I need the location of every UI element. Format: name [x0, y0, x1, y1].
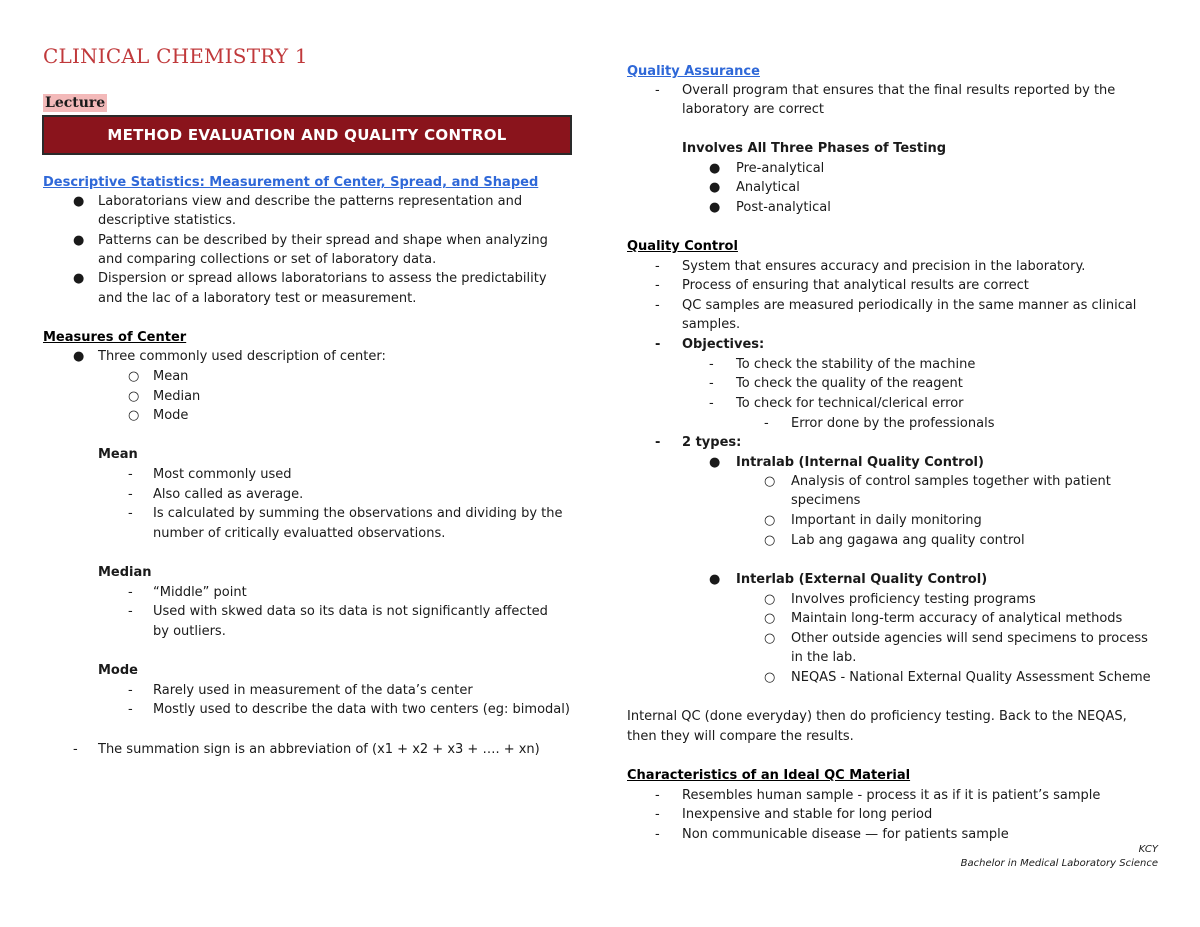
interlab-item-continuation: in the lab.	[791, 650, 857, 665]
dash-icon: -	[655, 259, 660, 274]
dash-icon: -	[128, 683, 133, 698]
ideal-item: Inexpensive and stable for long period	[682, 807, 933, 822]
mean-detail-1: Most commonly used	[153, 467, 292, 482]
intralab-item: Lab ang gagawa ang quality control	[791, 533, 1025, 548]
bullet-icon: ●	[73, 349, 85, 364]
phase-item: Analytical	[736, 180, 800, 195]
phase-item: Post-analytical	[736, 200, 831, 215]
qc-detail-1: System that ensures accuracy and precision in the laboratory.	[682, 259, 1086, 274]
topic-banner-text: METHOD EVALUATION AND QUALITY CONTROL	[107, 126, 507, 144]
ideal-item: Resembles human sample - process it as if it is patient’s sample	[682, 788, 1101, 803]
bullet-icon: ●	[73, 233, 85, 248]
objective-item: To check for technical/clerical error	[736, 396, 964, 411]
dash-icon: -	[128, 585, 133, 600]
mean-title: Mean	[98, 447, 138, 462]
dash-icon: -	[655, 298, 660, 313]
dash-icon: -	[709, 357, 714, 372]
median-detail-1: “Middle” point	[153, 585, 247, 600]
bullet-icon: ●	[709, 572, 721, 587]
mode-detail-2: Mostly used to describe the data with two centers (eg: bimodal)	[153, 702, 570, 717]
footer-program: Bachelor in Medical Laboratory Science	[960, 858, 1158, 869]
intralab-item-continuation: specimens	[791, 493, 861, 508]
phases-title: Involves All Three Phases of Testing	[682, 141, 947, 156]
mean-detail-2: Also called as average.	[153, 487, 304, 502]
median-detail-2-line-1: Used with skwed data so its data is not significantly affected	[153, 604, 548, 619]
quality-control-heading: Quality Control	[627, 239, 738, 254]
quality-assurance-heading: Quality Assurance	[627, 64, 760, 79]
qc-detail-2: Process of ensuring that analytical results are correct	[682, 278, 1029, 293]
topic-banner	[42, 115, 572, 155]
circle-bullet-icon: ○	[764, 592, 776, 607]
types-label: 2 types:	[682, 435, 742, 450]
interlab-item: Involves proficiency testing programs	[791, 592, 1036, 607]
dash-icon: -	[128, 702, 133, 717]
interlab-item: NEQAS - National External Quality Assessment Scheme	[791, 670, 1151, 685]
ideal-qc-material-heading: Characteristics of an Ideal QC Material	[627, 768, 911, 783]
descriptive-bullet-2-line-1: Patterns can be described by their spread and shape when analyzing	[98, 233, 548, 248]
descriptive-bullet-2-line-2: and comparing collections or set of laboratory data.	[98, 252, 437, 267]
circle-bullet-icon: ○	[764, 670, 776, 685]
circle-bullet-icon: ○	[764, 533, 776, 548]
descriptive-bullet-1-line-1: Laboratorians view and describe the patterns representation and	[98, 194, 523, 209]
circle-bullet-icon: ○	[128, 389, 140, 404]
circle-bullet-icon: ○	[764, 611, 776, 626]
bullet-icon: ●	[73, 271, 85, 286]
dash-icon: -	[655, 807, 660, 822]
qa-detail-line-1: Overall program that ensures that the final results reported by the	[682, 83, 1116, 98]
descriptive-bullet-3-line-2: and the lac of a laboratory test or measurement.	[98, 291, 417, 306]
mode-detail-1: Rarely used in measurement of the data’s center	[153, 683, 473, 698]
footer-initials: KCY	[1138, 844, 1158, 855]
descriptive-bullet-3-line-1: Dispersion or spread allows laboratorians to assess the predictability	[98, 271, 547, 286]
circle-bullet-icon: ○	[764, 513, 776, 528]
center-intro: Three commonly used description of center:	[98, 349, 386, 364]
phase-item: Pre-analytical	[736, 161, 825, 176]
median-detail-2-line-2: by outliers.	[153, 624, 226, 639]
objective-item: To check the stability of the machine	[736, 357, 976, 372]
dash-icon: -	[655, 337, 661, 352]
qc-detail-3-line-1: QC samples are measured periodically in the same manner as clinical	[682, 298, 1137, 313]
bullet-icon: ●	[73, 194, 85, 209]
ideal-item: Non communicable disease — for patients sample	[682, 827, 1009, 842]
dash-icon: -	[655, 788, 660, 803]
lecture-tag: Lecture	[45, 95, 106, 111]
interlab-item: Other outside agencies will send specimens to process	[791, 631, 1148, 646]
dash-icon: -	[655, 435, 661, 450]
median-title: Median	[98, 565, 152, 580]
summation-note: The summation sign is an abbreviation of (x1 + x2 + x3 + …. + xn)	[98, 742, 540, 757]
qc-note-line-1: Internal QC (done everyday) then do proficiency testing. Back to the NEQAS,	[627, 709, 1127, 724]
circle-bullet-icon: ○	[128, 408, 140, 423]
center-item: Median	[153, 389, 201, 404]
mean-detail-3-line-1: Is calculated by summing the observations and dividing by the	[153, 506, 563, 521]
dash-icon: -	[709, 396, 714, 411]
descriptive-bullet-1-line-2: descriptive statistics.	[98, 213, 236, 228]
dash-icon: -	[73, 742, 78, 757]
dash-icon: -	[128, 467, 133, 482]
dash-icon: -	[655, 278, 660, 293]
objective-item: To check the quality of the reagent	[736, 376, 963, 391]
interlab-title: Interlab (External Quality Control)	[736, 572, 988, 587]
bullet-icon: ●	[709, 161, 721, 176]
intralab-title: Intralab (Internal Quality Control)	[736, 455, 984, 470]
center-item: Mean	[153, 369, 189, 384]
dash-icon: -	[128, 604, 133, 619]
document-title: CLINICAL CHEMISTRY 1	[43, 44, 308, 68]
qc-detail-3-line-2: samples.	[682, 317, 741, 332]
intralab-item: Analysis of control samples together with patient	[791, 474, 1111, 489]
dash-icon: -	[764, 416, 769, 431]
descriptive-statistics-heading: Descriptive Statistics: Measurement of Center, Spread, and Shaped	[43, 175, 539, 190]
mode-title: Mode	[98, 663, 138, 678]
objective-sub-item: Error done by the professionals	[791, 416, 995, 431]
dash-icon: -	[128, 487, 133, 502]
objectives-label: Objectives:	[682, 337, 765, 352]
circle-bullet-icon: ○	[764, 474, 776, 489]
mean-detail-3-line-2: number of critically evaluatted observations.	[153, 526, 446, 541]
measures-of-center-heading: Measures of Center	[43, 330, 187, 345]
bullet-icon: ●	[709, 180, 721, 195]
dash-icon: -	[655, 83, 660, 98]
circle-bullet-icon: ○	[128, 369, 140, 384]
qc-note-line-2: then they will compare the results.	[627, 729, 854, 744]
bullet-icon: ●	[709, 200, 721, 215]
center-item: Mode	[153, 408, 189, 423]
dash-icon: -	[128, 506, 133, 521]
dash-icon: -	[709, 376, 714, 391]
interlab-item: Maintain long-term accuracy of analytical methods	[791, 611, 1123, 626]
intralab-item: Important in daily monitoring	[791, 513, 982, 528]
bullet-icon: ●	[709, 455, 721, 470]
circle-bullet-icon: ○	[764, 631, 776, 646]
qa-detail-line-2: laboratory are correct	[682, 102, 824, 117]
dash-icon: -	[655, 827, 660, 842]
